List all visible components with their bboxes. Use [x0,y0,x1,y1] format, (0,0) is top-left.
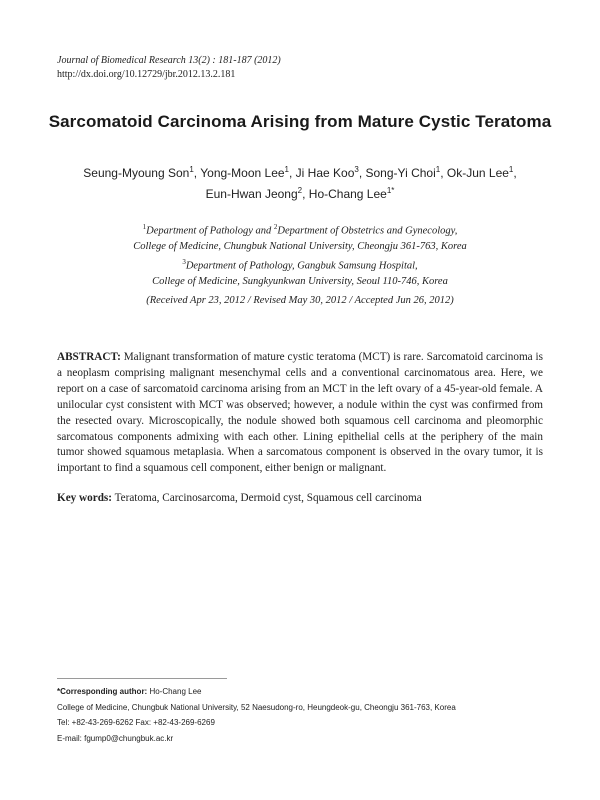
affil-mark: 2 [273,223,278,231]
footnote-divider [57,678,227,679]
corr-email[interactable]: E-mail: fgump0@chungbuk.ac.kr [57,734,174,744]
corresponding-author [57,684,557,700]
author-name: , Song-Yi Choi [358,166,436,180]
affiliation-line [60,255,540,274]
affil-mark: 3 [182,257,186,266]
corresponding-footnote [57,684,557,747]
journal-header [57,54,281,82]
author-affil-mark: 1 [189,165,194,174]
keywords [57,491,543,506]
affiliation-line: College of Medicine, Sungkyunkwan University, Seoul 110-746, Korea [152,275,448,287]
keywords-label: Key words: [57,492,112,504]
abstract [57,350,543,477]
abstract-text: Malignant transformation of mature cystic teratoma (MCT) is rare. Sarcomatoid carcinoma is a neoplasm comprising malignant mesenchymal cells and a conventional carcinomatous area. Here, we report on a case of sarcomatoid carcinoma arising from an MCT in the left ovary of a 45-year-old female. A unilocular cyst consistent with MCT was observed; however, a nodule within the cyst was confirmed from the resected ovary. Microscopically, the nodule showed both squamous cell carcinoma and pleomorphic sarcomatous components admixing with each other. Lining epithelial cells at the periphery of the main tumor showed squamous metaplasia. When a sarcomatous component is observed in the ovary tumor, it is important to find a squamous cell component, either benign or malignant. [57,351,543,475]
author-affil-mark: 1 [508,165,514,174]
received-dates: (Received Apr 23, 2012 / Revised May 30, 2012 / Accepted Jun 26, 2012) [146,295,454,306]
author-affil-mark: 1 [284,165,289,174]
author-name: , Ok-Jun Lee [440,166,509,180]
author-name: , Ho-Chang Lee [302,187,387,201]
affil-text: Department of Pathology and [146,225,274,237]
affil-text: Department of Pathology, Gangbuk Samsung Hospital, [185,260,418,271]
author-name: Eun-Hwan Jeong [205,187,298,201]
keywords-text: Teratoma, Carcinosarcoma, Dermoid cyst, Squamous cell carcinoma [112,492,422,504]
affil-text: Department of Obstetrics and Gynecology, [277,225,458,237]
affiliation-line: College of Medicine, Chungbuk National University, Cheongju 361-763, Korea [133,241,467,252]
abstract-label: ABSTRACT: [57,351,121,363]
doi-link[interactable]: http://dx.doi.org/10.12729/jbr.2012.13.2.181 [57,69,236,80]
author-name: , Ji Hae Koo [289,166,355,180]
journal-citation: Journal of Biomedical Research 13(2) : 181-187 (2012) [57,55,281,66]
corr-phone: Tel: +82-43-269-6262 Fax: +82-43-269-6269 [57,718,215,728]
affiliation-line [60,220,540,239]
author-affil-mark: 1 [435,165,441,174]
author-name: Seung-Myoung Son [83,166,190,180]
author-separator: , [513,166,517,180]
corr-name: Ho-Chang Lee [147,687,202,696]
author-affil-mark: 1* [386,186,395,195]
corr-label: *Corresponding author: [57,687,148,696]
paper-title: Sarcomatoid Carcinoma Arising from Mature Cystic Teratoma [48,112,552,131]
affil-mark: 1 [142,223,147,231]
author-name: , Yong-Moon Lee [193,166,285,180]
author-list [60,161,540,203]
author-affil-mark: 3 [354,165,359,174]
affiliations [60,220,540,289]
corr-address: College of Medicine, Chungbuk National University, 52 Naesudong-ro, Heungdeok-gu, Cheongju 361-763, Korea [57,702,456,712]
author-affil-mark: 2 [297,186,303,195]
